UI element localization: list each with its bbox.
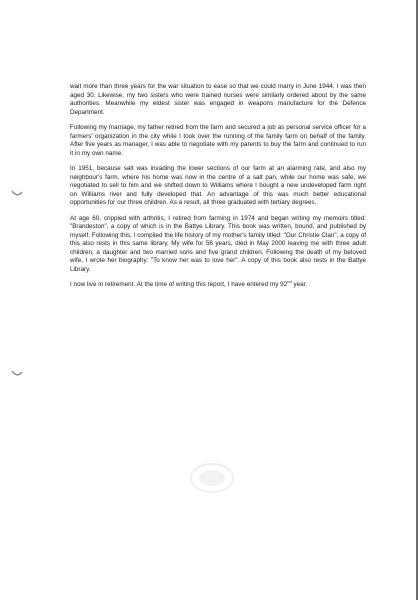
paragraph: wait more than three years for the war situation to ease so that we could marry in June 1944, I was then aged 30. Likewise, my two sisters who were trained nurses were similarly ordered about by the same authorities. Meanwhile my eldest sister was engaged in weapons manufacture for the Defence Department.	[70, 83, 366, 116]
punch-hole-mark	[11, 189, 23, 199]
faint-watermark-stamp	[188, 460, 236, 496]
paragraph: In 1951, because salt was invading the lower sections of our farm at an alarming rate, and also my neighbour's farm, where his home was now in the centre of a salt pan, while our home was safe, we negotiated to sell to him and we shifted down to Williams where I bought a new undeveloped farm right on Williams river and fully developed that. An advantage of this was much better educational opportunities for our three children. As a result, all three graduated with tertiary degrees.	[70, 165, 366, 206]
paragraph: At age 60, crippled with arthritis, I retired from farming in 1974 and began writing my memoirs titled: "Brandeston", a copy of which is in the Battye Library. This book was written, bound, and published by myself. Following this, I compiled the life history of my mother's family titled: "Our Christie Clan", a copy of this also rests in this same library. My wife for 56 years, died in May 2000 leaving me with three adult children, a daughter and two married sons and five grand children. Following the death of my beloved wife, I wrote her biography: "To know her was to love her". A copy of this book also rests in the Battye Library.	[70, 214, 366, 273]
document-body	[70, 83, 366, 297]
closing-paragraph	[70, 278, 366, 290]
closing-text: I now live in retirement. At the time of writing this report, I have entered my 92	[70, 281, 288, 288]
paragraph: Following my marriage, my father retired from the farm and secured a job as personal service officer for a farmers' organization in the city while I took over the running of the family farm on behalf of the family. After five years as manager, I was able to negotiate with my parents to buy the farm and continued to run it in my own name.	[70, 124, 366, 157]
punch-hole-mark	[11, 369, 23, 379]
ordinal-suffix: nd	[287, 278, 292, 284]
closing-text-end: year.	[291, 281, 308, 288]
